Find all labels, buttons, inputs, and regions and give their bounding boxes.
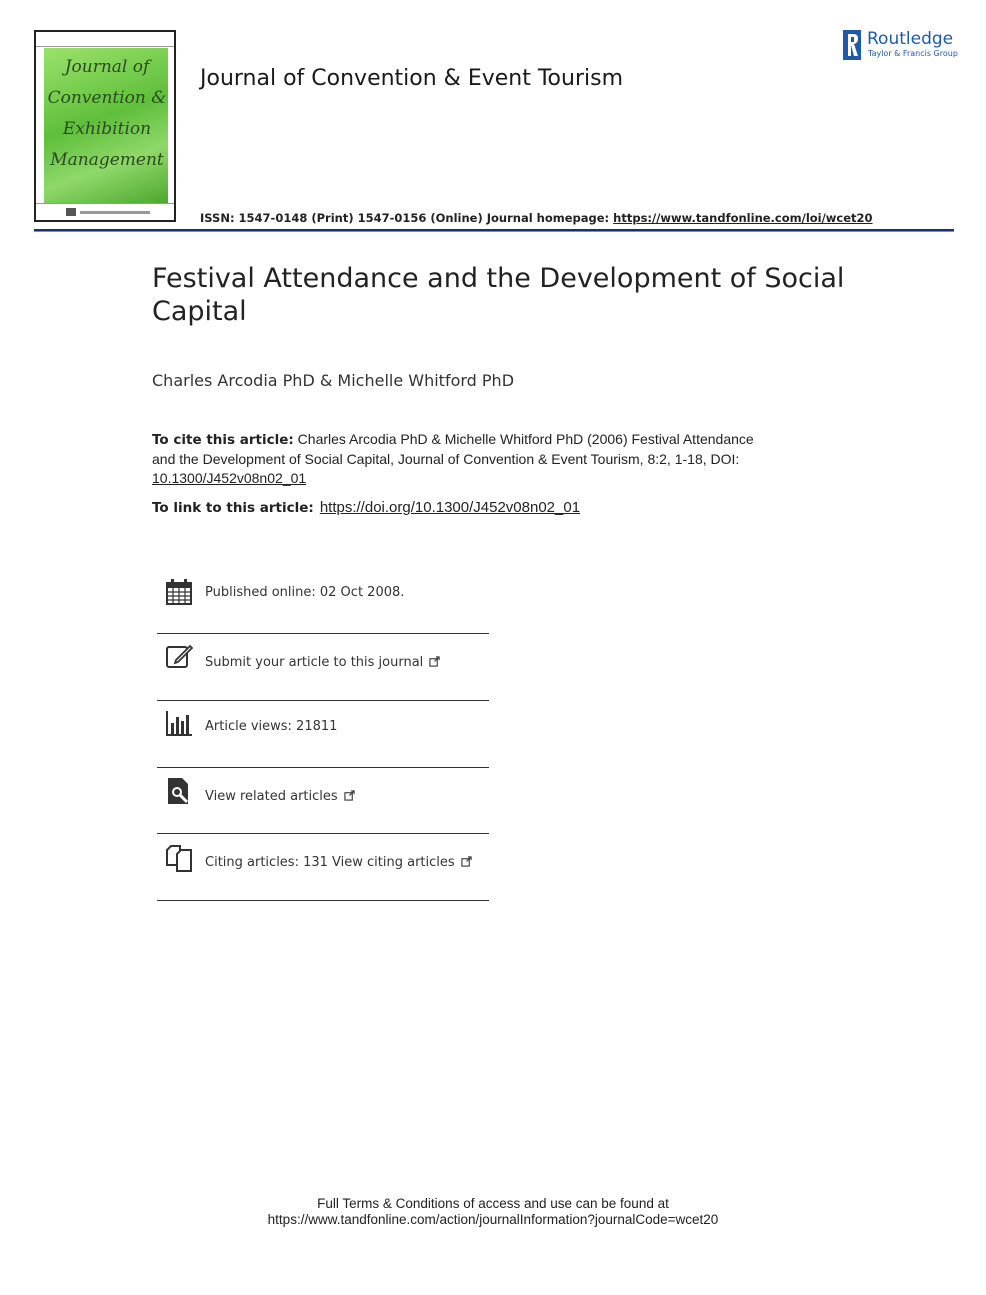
cite-doi-link[interactable]: 10.1300/J452v08n02_01 — [152, 470, 307, 486]
cite-label: To cite this article: — [152, 432, 294, 448]
article-title — [152, 262, 872, 328]
meta-divider — [157, 633, 489, 634]
journal-cover-image — [34, 30, 176, 222]
article-authors: Charles Arcodia PhD & Michelle Whitford PhD — [152, 371, 515, 390]
footer-terms-url[interactable]: https://www.tandfonline.com/action/journalInformation?journalCode=wcet20 — [267, 1212, 719, 1227]
footer — [0, 1196, 986, 1228]
external-link-icon — [461, 856, 472, 867]
cover-title-line: Convention & — [47, 88, 167, 108]
publisher-name: Routledge — [867, 29, 954, 49]
submit-row[interactable] — [157, 642, 489, 682]
article-title-line: Festival Attendance and the Development of Social — [152, 263, 845, 294]
publisher-group: Taylor & Francis Group — [868, 49, 958, 58]
related-articles-link[interactable] — [205, 789, 355, 804]
views-row — [157, 708, 489, 748]
citing-documents-icon — [165, 844, 193, 872]
related-articles-label: View related articles — [205, 789, 338, 804]
related-row[interactable] — [157, 776, 489, 816]
citing-articles-link[interactable] — [205, 855, 472, 870]
journal-homepage-link[interactable]: https://www.tandfonline.com/loi/wcet20 — [613, 211, 873, 225]
cover-title — [42, 52, 172, 176]
cover-publisher-mark — [66, 208, 76, 216]
link-label: To link to this article: — [152, 500, 314, 516]
bar-chart-icon — [165, 709, 193, 737]
citing-articles-label: Citing articles: 131 View citing articles — [205, 855, 455, 870]
submit-article-label: Submit your article to this journal — [205, 655, 424, 670]
cite-text: and the Development of Social Capital, Journal of Convention & Event Tourism, 8:2, 1-18, DOI: — [152, 451, 740, 467]
meta-divider — [157, 700, 489, 701]
footer-terms-text: Full Terms & Conditions of access and use can be found at — [317, 1196, 669, 1211]
issn-text: ISSN: 1547-0148 (Print) 1547-0156 (Online) Journal homepage: — [200, 211, 614, 225]
header-rule — [34, 229, 954, 232]
cover-title-line: Exhibition — [62, 119, 152, 139]
cover-bottom-strip — [36, 203, 174, 220]
meta-divider — [157, 833, 489, 834]
search-document-icon — [165, 777, 193, 805]
meta-divider — [157, 900, 489, 901]
citation-block — [152, 430, 832, 488]
issn-line — [200, 211, 873, 225]
edit-icon — [165, 643, 193, 671]
cover-top-strip — [36, 32, 174, 47]
external-link-icon — [429, 656, 440, 667]
external-link-icon — [344, 790, 355, 801]
article-doi-link[interactable]: https://doi.org/10.1300/J452v08n02_01 — [319, 499, 581, 516]
submit-article-link[interactable] — [205, 655, 440, 670]
cite-text: Charles Arcodia PhD & Michelle Whitford PhD (2006) Festival Attendance — [293, 431, 754, 447]
calendar-icon — [165, 578, 193, 606]
meta-divider — [157, 767, 489, 768]
citing-row[interactable] — [157, 842, 489, 882]
article-title-line: Capital — [152, 296, 247, 327]
routledge-logo-icon — [843, 30, 861, 60]
published-date: Published online: 02 Oct 2008. — [205, 585, 405, 600]
journal-title: Journal of Convention & Event Tourism — [200, 66, 623, 91]
cover-title-line: Management — [50, 150, 164, 170]
cover-title-line: Journal of — [64, 57, 150, 77]
link-line — [152, 499, 580, 516]
article-views: Article views: 21811 — [205, 719, 338, 734]
cover-publisher-text — [80, 211, 150, 214]
published-row — [157, 576, 489, 616]
